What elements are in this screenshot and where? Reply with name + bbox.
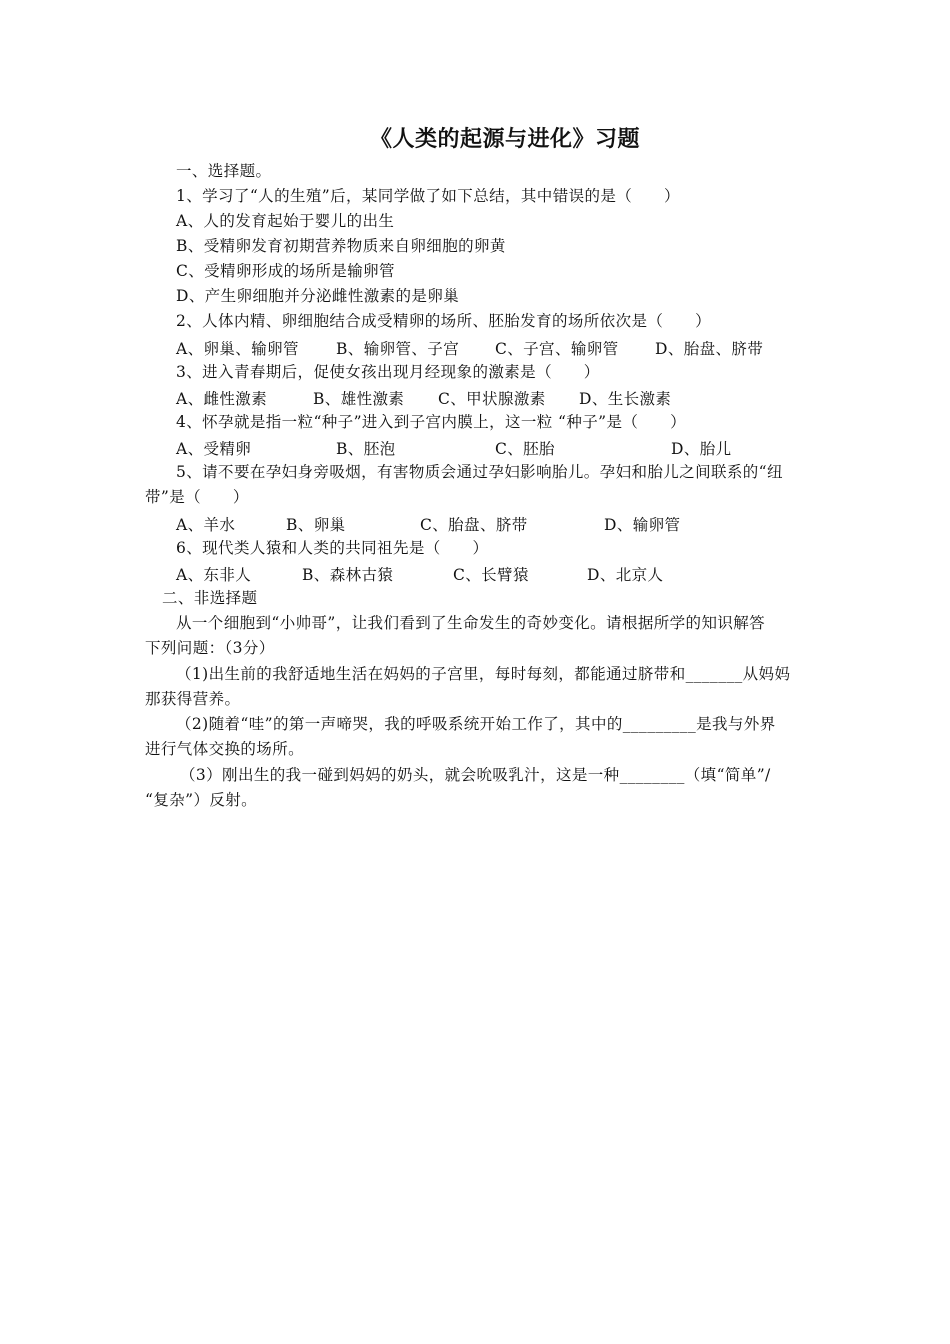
question-4-option-c: C、胚胎 [495,440,555,458]
question-2-stem: 2、人体内精、卵细胞结合成受精卵的场所、胚胎发育的场所依次是（ ） [176,312,711,330]
page-title: 《人类的起源与进化》习题 [369,127,640,152]
question-5-option-a: A、羊水 [176,516,236,534]
question-4-option-a: A、受精卵 [176,440,252,458]
question-3-option-b: B、雄性激素 [313,390,405,408]
question-1-option-b: B、受精卵发育初期营养物质来自卵细胞的卵黄 [176,237,506,255]
intro-line-2: 下列问题：（3分） [145,639,275,657]
question-5-option-c: C、胎盘、脐带 [420,516,528,534]
question-5-option-d: D、输卵管 [604,516,681,534]
question-6-option-c: C、长臂猿 [453,566,529,584]
question-4-stem: 4、怀孕就是指一粒“种子”进入到子宫内膜上，这一粒 “种子”是（ ） [176,413,686,431]
question-2-option-d: D、胎盘、脐带 [655,340,764,358]
fill-question-2-line-1: （2)随着“哇”的第一声啼哭，我的呼吸系统开始工作了，其中的_________是我与外界 [176,715,776,733]
question-4-option-b: B、胚泡 [336,440,396,458]
question-3-option-a: A、雌性激素 [176,390,268,408]
question-2-option-a: A、卵巢、输卵管 [176,340,299,358]
question-6-option-b: B、森林古猿 [302,566,394,584]
question-3-option-c: C、甲状腺激素 [438,390,546,408]
question-1-option-a: A、人的发育起始于婴儿的出生 [176,212,395,230]
question-6-stem: 6、现代类人猿和人类的共同祖先是（ ） [176,539,489,557]
fill-question-3-line-1: （3）刚出生的我一碰到妈妈的奶头，就会吮吸乳汁，这是一种________（填“简单”/ [180,766,771,784]
fill-question-3-line-2: “复杂”）反射。 [145,791,258,809]
question-3-option-d: D、生长激素 [579,390,672,408]
question-3-stem: 3、进入青春期后，促使女孩出现月经现象的激素是（ ） [176,363,600,381]
question-2-option-b: B、输卵管、子宫 [336,340,460,358]
fill-question-2-line-2: 进行气体交换的场所。 [145,740,305,758]
question-1-stem: 1、学习了“人的生殖”后，某同学做了如下总结，其中错误的是（ ） [176,187,680,205]
question-2-option-c: C、子宫、输卵管 [495,340,619,358]
intro-line-1: 从一个细胞到“小帅哥”，让我们看到了生命发生的奇妙变化。请根据所学的知识解答 [176,614,766,632]
fill-question-1-line-2: 那获得营养。 [145,690,241,708]
fill-question-1-line-1: （1)出生前的我舒适地生活在妈妈的子宫里，每时每刻，都能通过脐带和_______从妈妈 [176,665,791,683]
question-1-option-d: D、产生卵细胞并分泌雌性激素的是卵巢 [176,287,460,305]
question-5-stem-line-2: 带”是（ ） [145,488,249,506]
question-6-option-d: D、北京人 [587,566,664,584]
question-6-option-a: A、东非人 [176,566,252,584]
question-1-option-c: C、受精卵形成的场所是输卵管 [176,262,395,280]
section-heading-choice: 一、选择题。 [176,162,272,180]
question-4-option-d: D、胎儿 [671,440,732,458]
question-5-option-b: B、卵巢 [286,516,346,534]
section-heading-non-choice: 二、非选择题 [162,589,258,607]
question-5-stem-line-1: 5、请不要在孕妇身旁吸烟，有害物质会通过孕妇影响胎儿。孕妇和胎儿之间联系的“纽 [176,463,783,481]
